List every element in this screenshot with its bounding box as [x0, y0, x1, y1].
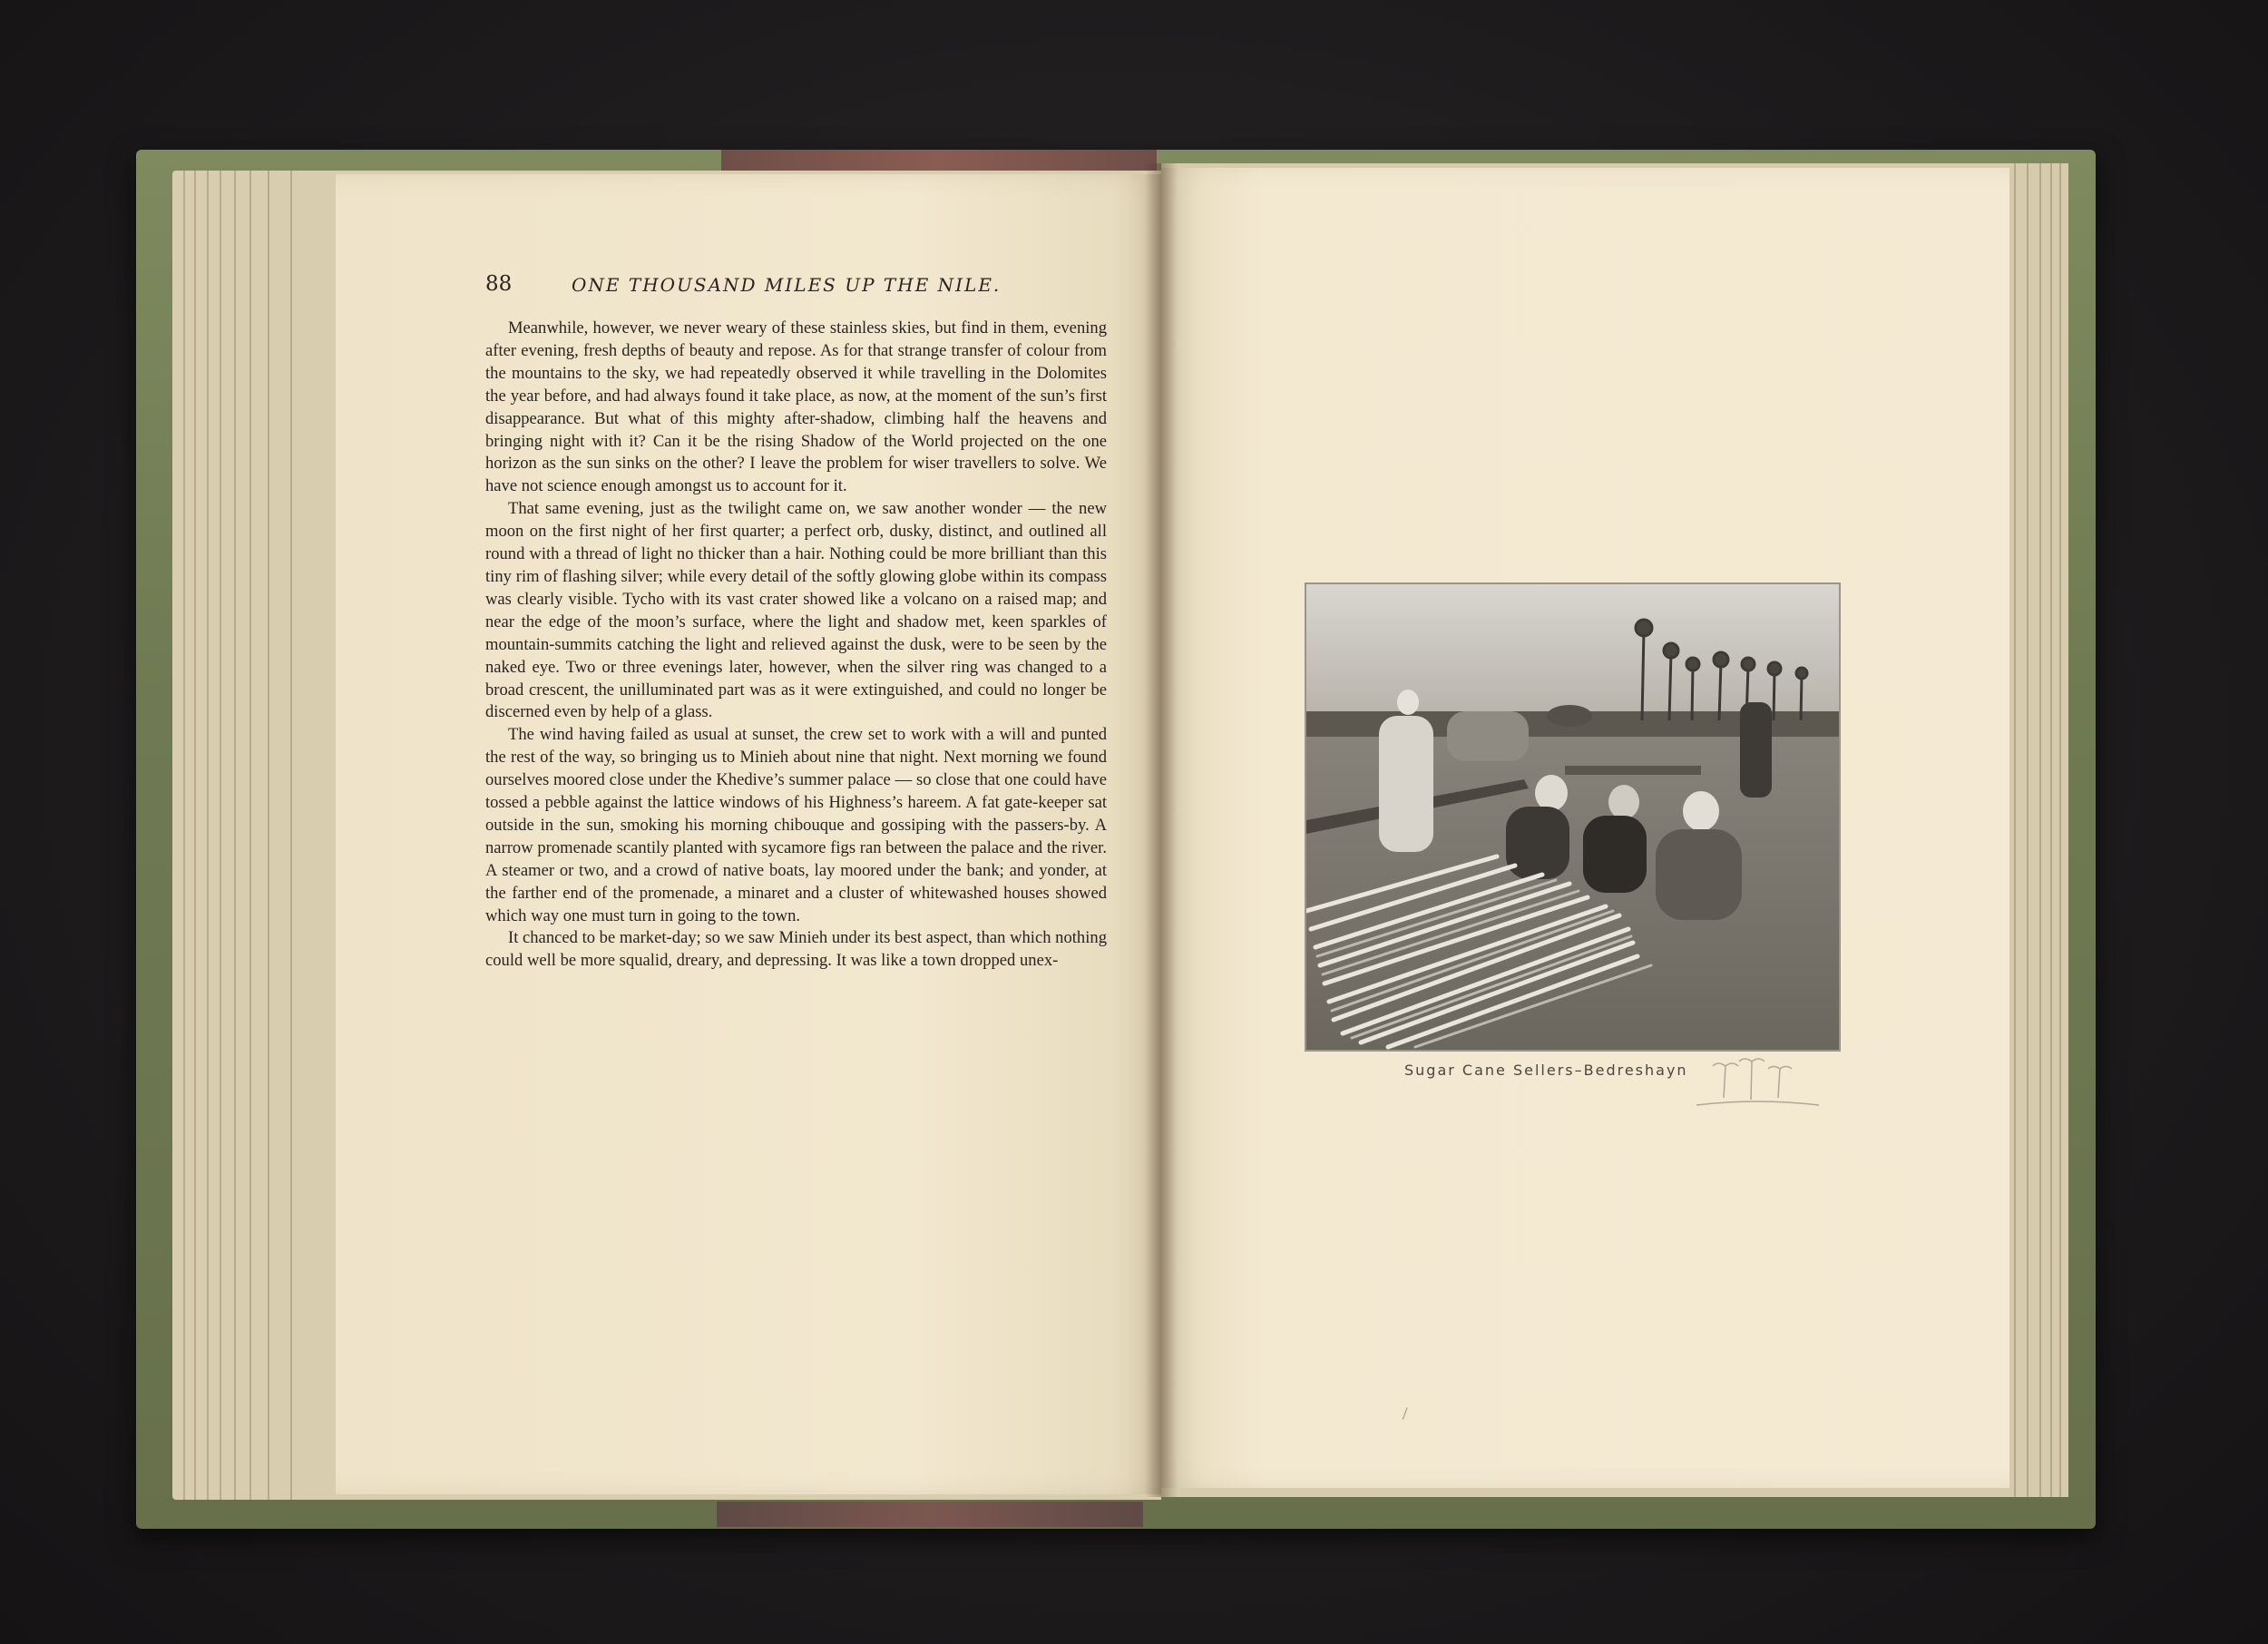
sugar-cane-photo [1306, 584, 1839, 1050]
running-title: ONE THOUSAND MILES UP THE NILE. [572, 274, 1002, 296]
paragraph: That same evening, just as the twilight came on, we saw another wonder — the new moon on the first night of her first quarter; a perfect orb, dusky, distinct, and outlined all round with a thread of light no thicker than a hair. Nothing could be more brilliant than this tiny rim of flashing silver; while every detail of the softly glowing globe within its compass was clearly visible. Tycho with its vast crater showed like a volcano on a raised map; and near the edge of the moon’s surface, where the light and shadow met, keen sparkles of mountain-summits catching the light and relieved against the dusk, were to be seen by the naked eye. Two or three evenings later, however, when the silver ring was changed to a broad crescent, the unilluminated part was as it were extinguished, and could no longer be discerned even by help of a glass. [485, 499, 1107, 722]
page-number: 88 [485, 272, 513, 296]
paragraph: The wind having failed as usual at sunset, the crew set to work with a will and punted the rest of the way, so bringing us to Minieh about nine that night. Next morning we found ourselves moored close under the Khedive’s summer palace — so close that one could have tossed a pebble against the lattice windows of his Highness’s hareem. A fat gate-keeper sat outside in the sun, smoking his morning chibouque and gossiping with the passers-by. A narrow promenade scantily planted with sycamore figs ran between the palace and the river. A steamer or two, and a crowd of native boats, lay moored under the bank; and yonder, at the farther end of the promenade, a minaret and a cluster of whitewashed houses showed which way one must turn in going to the town. [485, 725, 1107, 925]
photo-plate [1305, 582, 1841, 1052]
palm-vignette-icon [1687, 1043, 1823, 1116]
book-gutter [1145, 163, 1178, 1497]
plate-caption: Sugar Cane Sellers–Bedreshayn [1404, 1062, 1688, 1079]
body-text [485, 318, 1107, 1352]
paragraph: Meanwhile, however, we never weary of these stainless skies, but find in them, evening after evening, fresh depths of beauty and repose. As for that strange transfer of colour from the mountains to the sky, we had repeatedly observed it while travelling in the Dolomites the year before, and had always found it take place, as now, at the moment of the sun’s first disappearance. But what of this mighty after-shadow, climbing half the heavens and bringing night with it? Can it be the rising Shadow of the World projected on the one horizon as the sun sinks on the other? I leave the problem for wiser travellers to solve. We have not science enough amongst us to account for it. [485, 318, 1107, 496]
paragraph: It chanced to be market-day; so we saw Minieh under its best aspect, than which nothing could well be more squalid, dreary, and depressing. It was like a town dropped unex- [485, 928, 1107, 971]
spine-band-bottom [717, 1502, 1143, 1527]
running-head [485, 272, 1111, 305]
